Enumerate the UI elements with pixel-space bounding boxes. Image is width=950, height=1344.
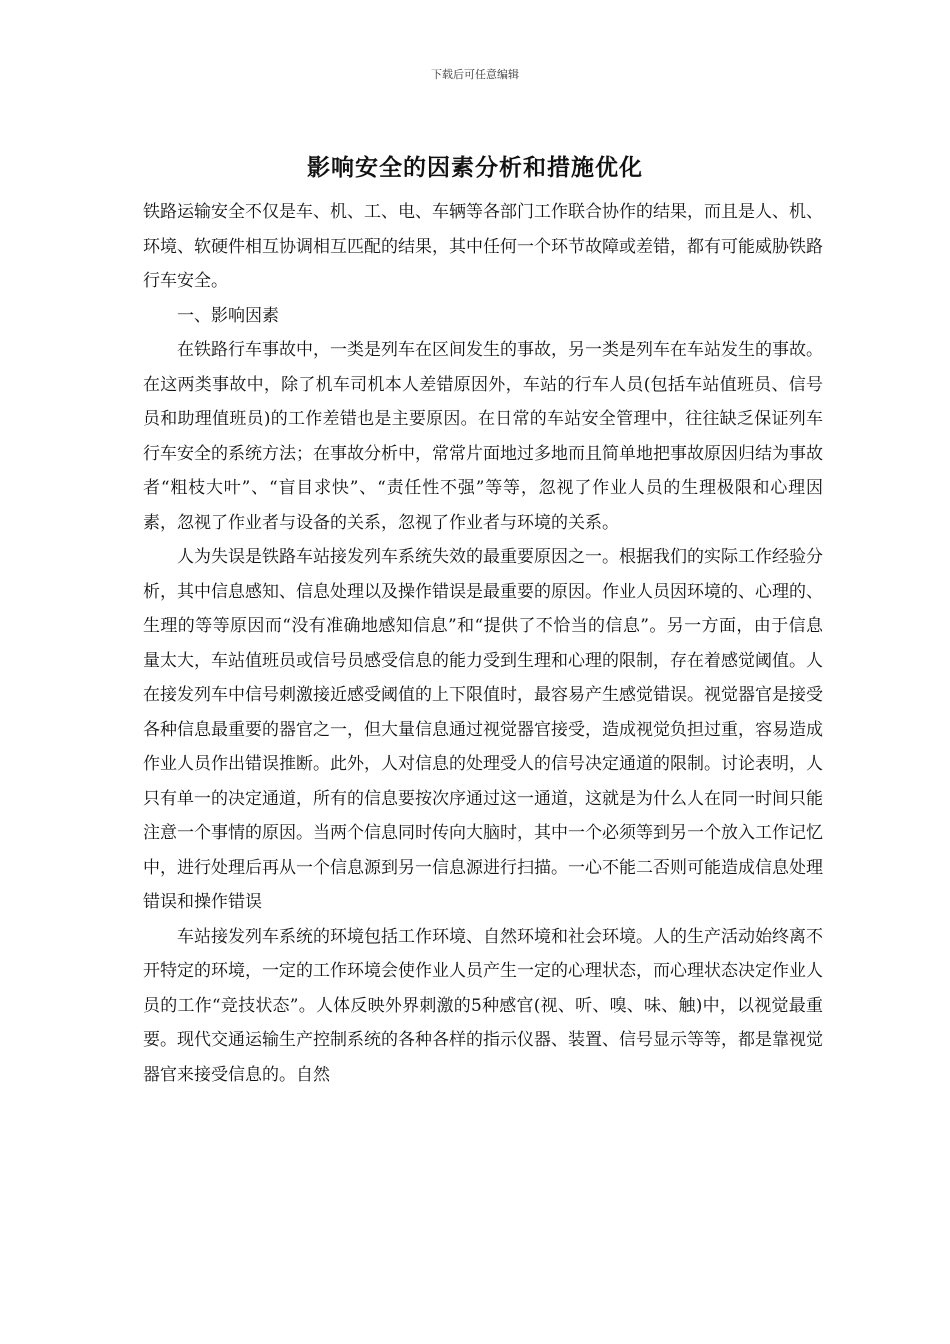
page-header: 下载后可任意编辑 <box>431 68 519 81</box>
intro-paragraph: 铁路运输安全不仅是车、机、工、电、车辆等各部门工作联合协作的结果，而且是人、机、环境、软硬件相互协调相互匹配的结果，其中任何一个环节故障或差错，都有可能威胁铁路行车安全。 <box>143 202 823 291</box>
document-title: 影响安全的因素分析和措施优化 <box>307 154 643 181</box>
paragraph-1: 在铁路行车事故中，一类是列车在区间发生的事故，另一类是列车在车站发生的事故。在这两类事故中，除了机车司机本人差错原因外，车站的行车人员(包括车站值班员、信号员和助理值班员)的工作差错也是主要原因。在日常的车站安全管理中，往往缺乏保证列车行车安全的系统方法；在事故分析中，常常片面地过多地而且简单地把事故原因归结为事故者“粗枝大叶”、“盲目求快”、“责任性不强”等等，忽视了作业人员的生理极限和心理因素，忽视了作业者与设备的关系，忽视了作业者与环境的关系。 <box>143 340 823 533</box>
paragraph-3: 车站接发列车系统的环境包括工作环境、自然环境和社会环境。人的生产活动始终离不开特定的环境，一定的工作环境会使作业人员产生一定的心理状态，而心理状态决定作业人员的工作“竞技状态”。人体反映外界刺激的5种感官(视、听、嗅、味、触)中，以视觉最重要。现代交通运输生产控制系统的各种各样的指示仪器、装置、信号显示等等，都是靠视觉器官来接受信息的。自然 <box>143 926 823 1085</box>
paragraph-2: 人为失误是铁路车站接发列车系统失效的最重要原因之一。根据我们的实际工作经验分析，其中信息感知、信息处理以及操作错误是最重要的原因。作业人员因环境的、心理的、生理的等等原因而“没有准确地感知信息”和“提供了不恰当的信息”。另一方面，由于信息量太大，车站值班员或信号员感受信息的能力受到生理和心理的限制，存在着感觉阈值。人在接发列车中信号刺激接近感受阈值的上下限值时，最容易产生感觉错误。视觉器官是接受各种信息最重要的器官之一，但大量信息通过视觉器官接受，造成视觉负担过重，容易造成作业人员作出错误推断。此外，人对信息的处理受人的信号决定通道的限制。讨论表明，人只有单一的决定通道，所有的信息要按次序通过这一通道，这就是为什么人在同一时间只能注意一个事情的原因。当两个信息同时传向大脑时，其中一个必须等到另一个放入工作记忆中，进行处理后再从一个信息源到另一信息源进行扫描。一心不能二否则可能造成信息处理错误和操作错误 <box>143 547 823 912</box>
section-heading: 一、影响因素 <box>177 305 279 326</box>
document-body <box>143 195 823 1092</box>
